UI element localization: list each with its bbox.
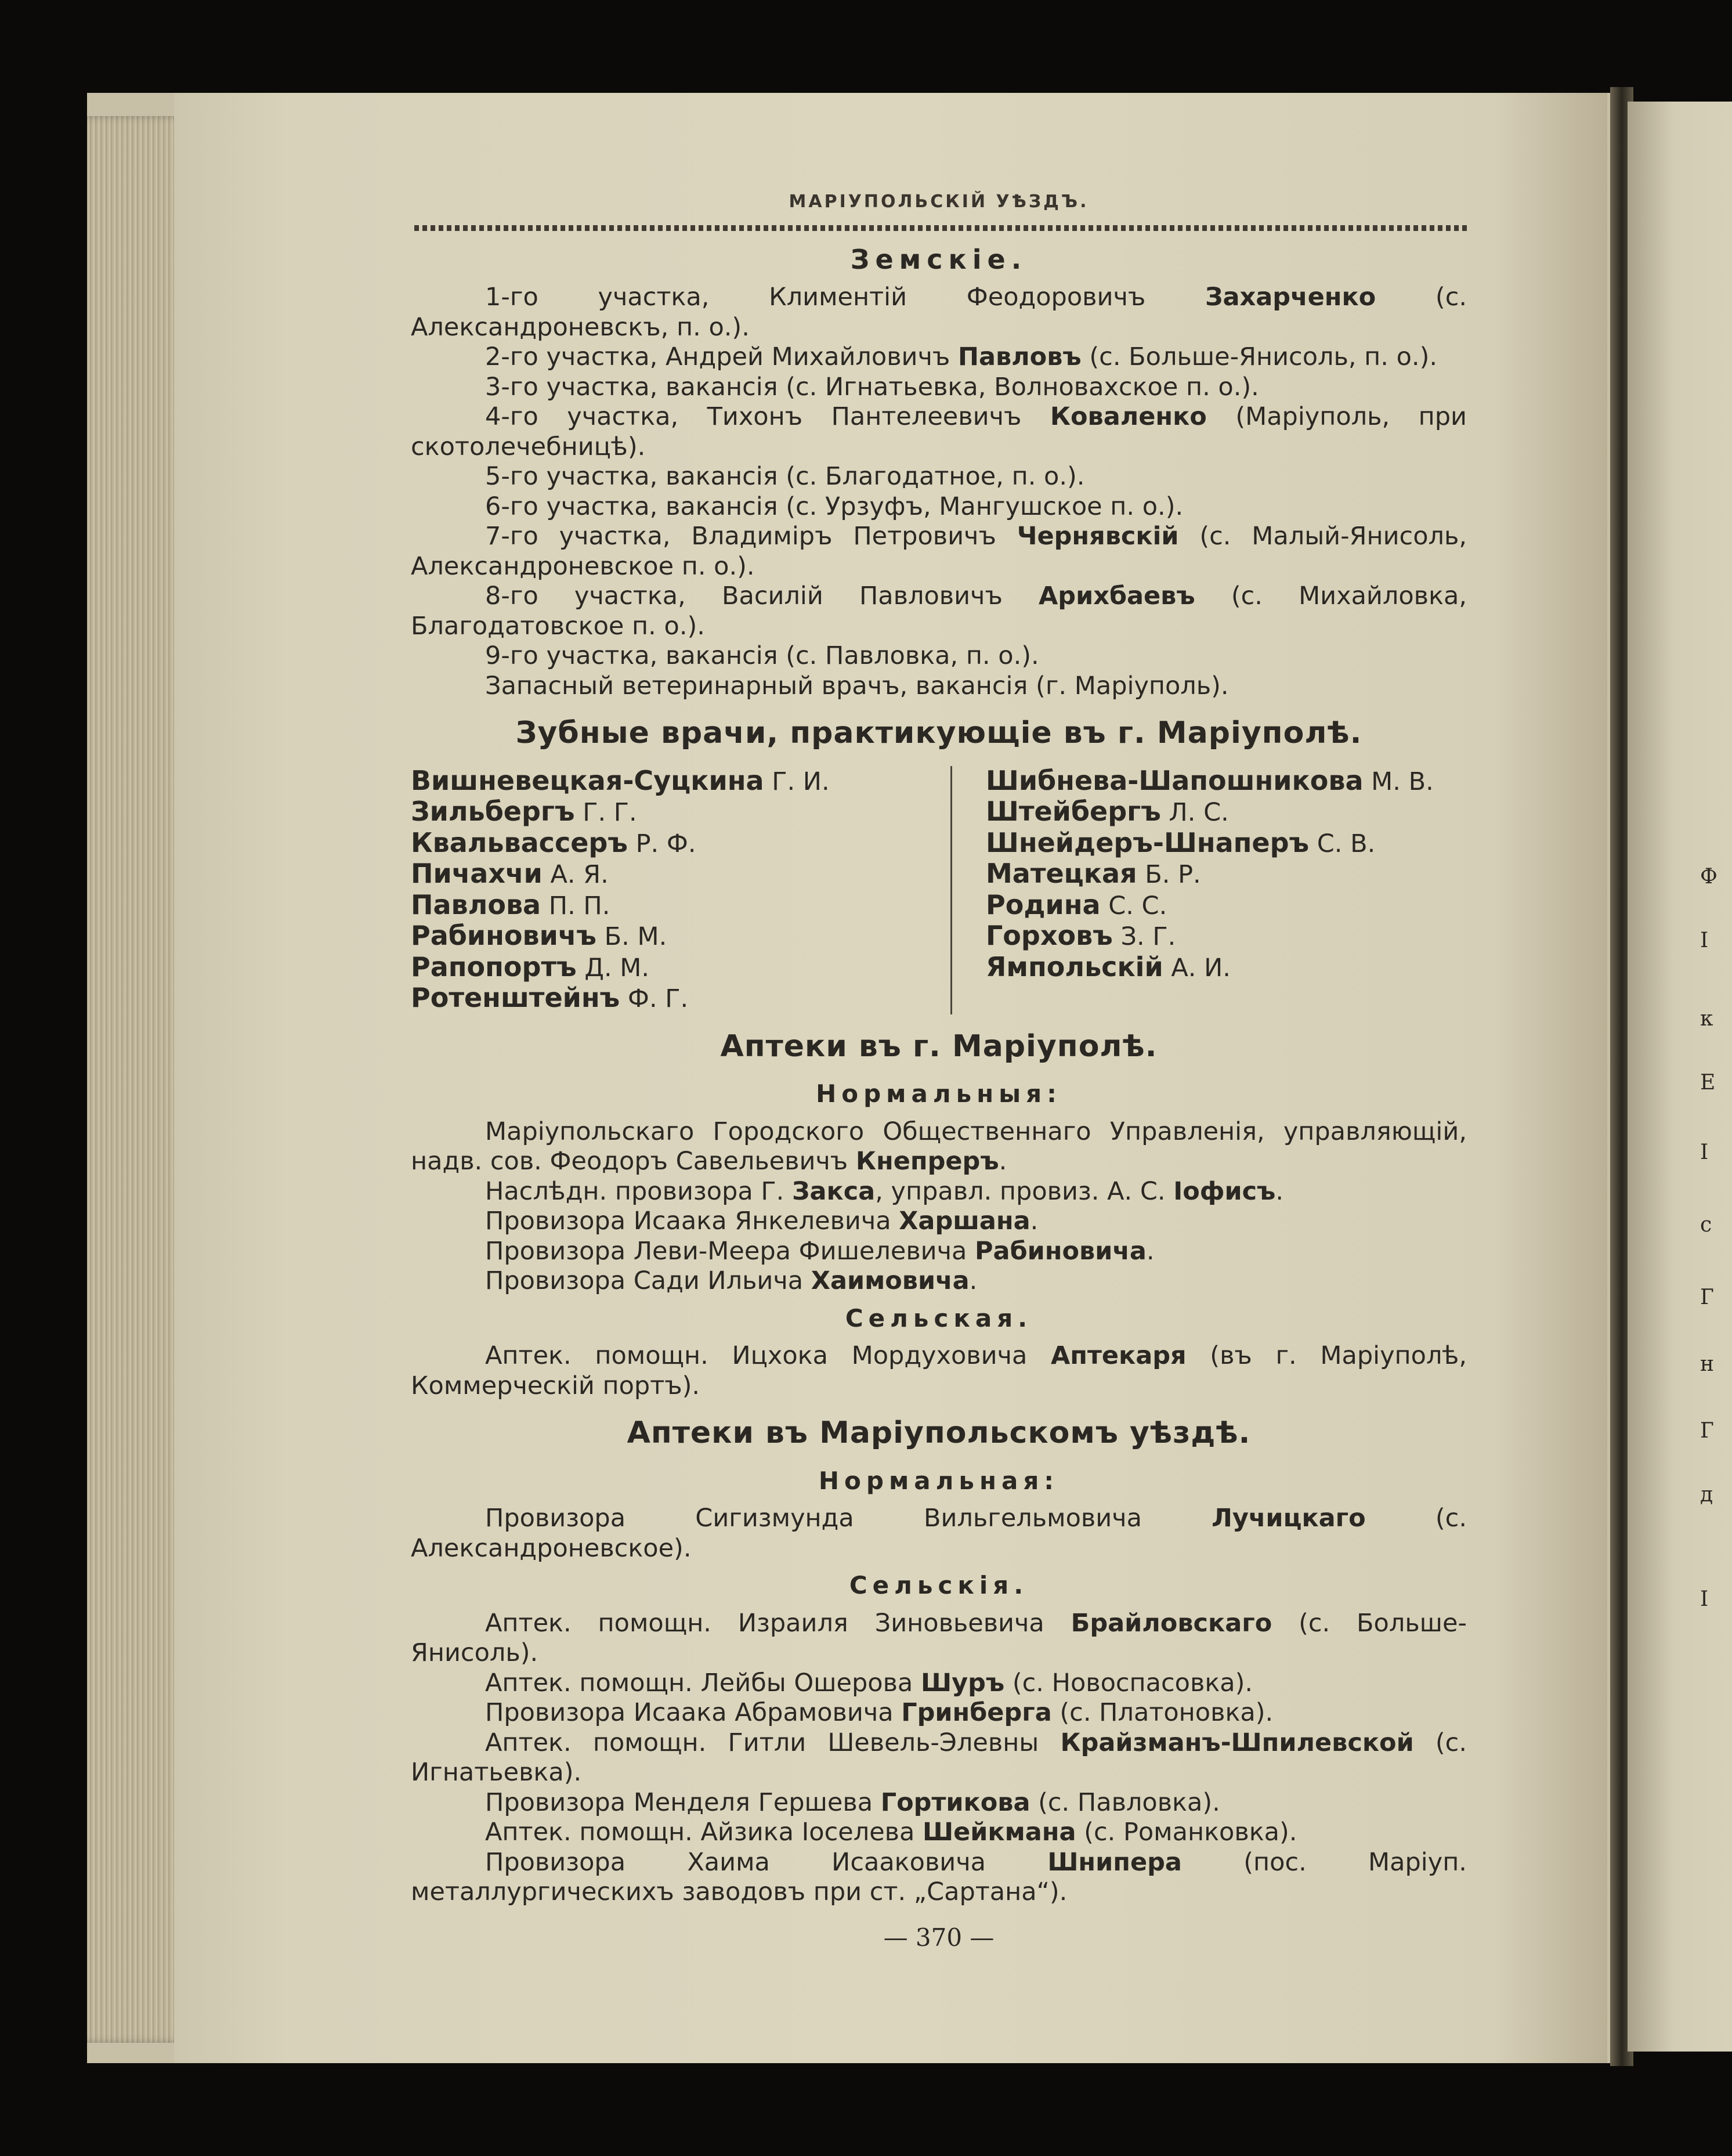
running-header: МАРІУПОЛЬСКІЙ УѢЗДЪ. — [789, 192, 1089, 212]
list-item — [411, 522, 1467, 582]
entry-text: Наслѣдн. провизора Г. — [485, 1176, 792, 1206]
entry-text: 7-го участка, Владиміръ Петровичъ — [485, 522, 1017, 551]
entry-name: Павловъ — [957, 342, 1082, 371]
entry-text: Аптек. помощн. Гитли Шевель-Элевны — [485, 1728, 1061, 1757]
dentist-entry — [411, 859, 933, 890]
zemskie-list — [411, 283, 1467, 701]
next-page-letter: с — [1700, 1213, 1712, 1237]
entry-text: Аптек. помощн. Лейбы Ошерова — [485, 1668, 921, 1698]
list-item — [411, 641, 1467, 671]
dentists-heading: Зубные врачи, практикующіе въ г. Маріуполѣ. — [515, 716, 1362, 750]
dentists-table — [411, 766, 1467, 1014]
entry-name: Гринберга — [901, 1698, 1052, 1727]
entry-text: . — [999, 1147, 1007, 1176]
dentist-name: Рабиновичъ — [411, 920, 596, 951]
dentist-name: Шнейдеръ-Шнаперъ — [986, 826, 1310, 858]
entry-name: Хаимовича — [811, 1266, 970, 1295]
entry-name: Гортикова — [880, 1787, 1030, 1817]
dentist-initials: С. С. — [1100, 891, 1167, 920]
entry-text: 2-го участка, Андрей Михайловичъ — [485, 342, 958, 371]
dentist-entry — [986, 890, 1434, 922]
list-item — [411, 1207, 1467, 1237]
dentist-name: Матецкая — [986, 858, 1137, 889]
entry-text: (с. Александроневское). — [411, 1504, 1467, 1563]
dentist-entry — [986, 921, 1434, 952]
dentist-name: Ямпольскій — [986, 951, 1163, 983]
entry-text: . — [969, 1266, 978, 1295]
county-rural-heading: Сельскія. — [849, 1571, 1029, 1599]
next-page-letter: н — [1700, 1352, 1714, 1376]
dentist-entry — [411, 828, 933, 859]
entry-text: (с. Романковка). — [1076, 1818, 1297, 1847]
entry-text: (с. Михайловка, Благодатовское п. о.). — [411, 582, 1467, 641]
dentist-name: Вишневецкая-Суцкина — [411, 764, 764, 796]
dentist-name: Зильбергъ — [411, 796, 575, 827]
dentist-name: Горховъ — [986, 920, 1113, 951]
entry-text: (с. Платоновка). — [1051, 1698, 1274, 1727]
entry-text: . — [1030, 1207, 1039, 1236]
entry-name: Аптекаря — [1050, 1341, 1187, 1370]
entry-text: (с. Малый-Янисоль, Александроневское п. о.). — [411, 522, 1467, 581]
list-item — [411, 1177, 1467, 1207]
county-normal-heading: Нормальная: — [818, 1466, 1060, 1495]
entry-text: 5-го участка, вакансія (с. Благодатное, п. о.). — [485, 462, 1085, 491]
next-page-letter: Е — [1700, 1071, 1716, 1095]
list-item — [411, 373, 1467, 403]
dentist-entry — [986, 766, 1434, 797]
entry-name: Захарченко — [1205, 283, 1376, 312]
dentist-name: Квальвассеръ — [411, 826, 628, 858]
header-rule — [411, 225, 1467, 231]
county-rural-list — [411, 1609, 1467, 1908]
dentist-name: Пичахчи — [411, 858, 543, 889]
entry-text: , управл. провиз. А. С. — [875, 1176, 1174, 1206]
next-page-letter: І — [1700, 1587, 1709, 1611]
next-page-edge — [1628, 102, 1732, 2052]
entry-text: 4-го участка, Тихонъ Пантелеевичъ — [485, 402, 1050, 431]
dentist-initials: Б. М. — [596, 922, 667, 951]
dentist-name: Родина — [986, 889, 1101, 920]
entry-name: Брайловскаго — [1071, 1608, 1272, 1638]
dentist-initials: З. Г. — [1112, 922, 1176, 951]
entry-name: Шнипера — [1047, 1847, 1182, 1877]
dentists-right-column — [952, 766, 1434, 1014]
zemskie-heading: Земскіе. — [850, 243, 1028, 275]
entry-text: Аптек. помощн. Израиля Зиновьевича — [485, 1608, 1071, 1638]
page-number: — 370 — — [883, 1923, 995, 1952]
list-item — [411, 342, 1467, 373]
entry-name: Харшана — [899, 1207, 1030, 1236]
dentist-entry — [411, 797, 933, 828]
entry-text: (с. Павловка). — [1030, 1787, 1220, 1817]
page-edges — [87, 116, 186, 2043]
dentist-initials: Д. М. — [576, 953, 650, 983]
entry-text: . — [1146, 1236, 1155, 1266]
dentist-initials: С. В. — [1309, 829, 1376, 858]
dentist-initials: А. Я. — [542, 860, 609, 889]
dentist-entry — [411, 983, 933, 1014]
entry-name: Арихбаевъ — [1039, 582, 1195, 611]
dentist-name: Ротенштейнъ — [411, 982, 620, 1013]
entry-text: (пос. Маріуп. металлургическихъ заводовъ при ст. „Сартана“). — [411, 1847, 1467, 1906]
dentist-entry — [986, 797, 1434, 828]
city-pharmacies-heading: Аптеки въ г. Маріуполѣ. — [720, 1028, 1158, 1064]
next-page-letter: І — [1700, 929, 1709, 952]
dentist-entry — [986, 952, 1434, 984]
text-column — [411, 174, 1467, 1952]
entry-text: Аптек. помощн. Ицхока Мордуховича — [485, 1341, 1051, 1370]
list-item — [411, 1848, 1467, 1908]
entry-name: Шейкмана — [923, 1818, 1076, 1847]
dentist-initials: Ф. Г. — [620, 984, 689, 1013]
list-item — [411, 1788, 1467, 1818]
entry-text: Провизора Леви-Меера Фишелевича — [485, 1236, 975, 1266]
entry-text: (Маріуполь, при скотолечебницѣ). — [411, 402, 1467, 461]
list-item — [411, 1266, 1467, 1297]
city-rural-heading: Сельская. — [845, 1303, 1033, 1332]
next-page-letter: к — [1700, 1007, 1713, 1031]
dentist-name: Штейбергъ — [986, 796, 1161, 827]
entry-name: Іофисъ — [1173, 1176, 1276, 1206]
entry-text: Провизора Сигизмунда Вильгельмовича — [485, 1504, 1212, 1533]
entry-name: Лучицкаго — [1212, 1504, 1366, 1533]
list-item — [411, 492, 1467, 522]
entry-text: 1-го участка, Климентій Феодоровичъ — [485, 283, 1205, 312]
next-page-letter: д — [1700, 1483, 1713, 1507]
entry-text: Запасный ветеринарный врачъ, вакансія (г. Маріуполь). — [485, 671, 1229, 700]
county-normal-list — [411, 1504, 1467, 1563]
entry-text: . — [1275, 1176, 1284, 1206]
entry-name: Рабиновича — [975, 1236, 1147, 1266]
dentist-entry — [411, 890, 933, 922]
city-normal-list — [411, 1117, 1467, 1297]
entry-text: 9-го участка, вакансія (с. Павловка, п. о.). — [485, 641, 1039, 670]
entry-text: (с. Больше-Янисоль). — [411, 1608, 1467, 1667]
next-page-letter: І — [1700, 1140, 1709, 1164]
entry-text: Провизора Исаака Янкелевича — [485, 1207, 899, 1236]
dentist-entry — [986, 828, 1434, 859]
list-item — [411, 1609, 1467, 1669]
list-item — [411, 1698, 1467, 1728]
dentist-name: Павлова — [411, 889, 541, 920]
list-item — [411, 283, 1467, 342]
dentist-initials: Г. И. — [764, 767, 830, 796]
next-page-letter: Г — [1700, 1419, 1714, 1443]
dentist-initials: П. П. — [541, 891, 610, 920]
next-page-letter: Г — [1700, 1285, 1714, 1309]
entry-text: (въ г. Маріуполѣ, Коммерческій портъ). — [411, 1341, 1467, 1400]
city-normal-heading: Нормальныя: — [816, 1079, 1062, 1108]
list-item — [411, 1504, 1467, 1563]
entry-name: Чернявскій — [1017, 522, 1179, 551]
list-item — [411, 1818, 1467, 1848]
dentist-entry — [411, 952, 933, 984]
entry-name: Крайзманъ-Шпилевской — [1060, 1728, 1414, 1757]
dentist-name: Рапопортъ — [411, 951, 577, 983]
entry-text: 3-го участка, вакансія (с. Игнатьевка, Волновахское п. о.). — [485, 372, 1259, 402]
entry-text: (с. Больше-Янисоль, п. о.). — [1081, 342, 1438, 371]
entry-text: Провизора Хаима Исааковича — [485, 1847, 1048, 1877]
entry-text: Маріупольскаго Городского Общественнаго Управленія, управляющій, надв. сов. Феодоръ Савельевичъ — [411, 1117, 1467, 1176]
dentist-initials: М. В. — [1363, 767, 1434, 796]
list-item — [411, 1117, 1467, 1177]
list-item — [411, 582, 1467, 641]
entry-text: (с. Новоспасовка). — [1004, 1668, 1253, 1698]
list-item — [411, 1728, 1467, 1788]
dentists-left-column — [411, 766, 952, 1014]
entry-name: Коваленко — [1050, 402, 1207, 431]
dentist-entry — [411, 921, 933, 952]
entry-text: 6-го участка, вакансія (с. Урзуфъ, Мангушское п. о.). — [485, 492, 1184, 521]
next-page-letter: Ф — [1700, 865, 1717, 889]
entry-text: (с. Игнатьевка). — [411, 1728, 1467, 1787]
entry-text: Провизора Менделя Гершева — [485, 1787, 881, 1817]
city-rural-list — [411, 1341, 1467, 1401]
entry-text: 8-го участка, Василій Павловичъ — [485, 582, 1039, 611]
dentist-name: Шибнева-Шапошникова — [986, 764, 1364, 796]
county-pharmacies-heading: Аптеки въ Маріупольскомъ уѣздѣ. — [627, 1415, 1251, 1450]
dentist-initials: А. И. — [1163, 953, 1231, 983]
dentist-initials: Р. Ф. — [627, 829, 696, 858]
list-item — [411, 1669, 1467, 1699]
entry-text: Провизора Сади Ильича — [485, 1266, 811, 1295]
list-item — [411, 671, 1467, 702]
list-item — [411, 1237, 1467, 1267]
entry-text: Аптек. помощн. Айзика Іоселева — [485, 1818, 923, 1847]
dentist-initials: Б. Р. — [1137, 860, 1201, 889]
entry-name: Закса — [791, 1176, 876, 1206]
dentist-entry — [411, 766, 933, 797]
dentist-initials: Г. Г. — [574, 798, 637, 827]
list-item — [411, 462, 1467, 492]
dentist-initials: Л. С. — [1160, 798, 1229, 827]
dentist-entry — [986, 859, 1434, 890]
list-item — [411, 402, 1467, 462]
entry-name: Кнепреръ — [855, 1147, 999, 1176]
list-item — [411, 1341, 1467, 1401]
entry-text: (с. Александроневскъ, п. о.). — [411, 283, 1467, 342]
entry-text: Провизора Исаака Абрамовича — [485, 1698, 902, 1727]
entry-name: Шуръ — [920, 1668, 1005, 1698]
